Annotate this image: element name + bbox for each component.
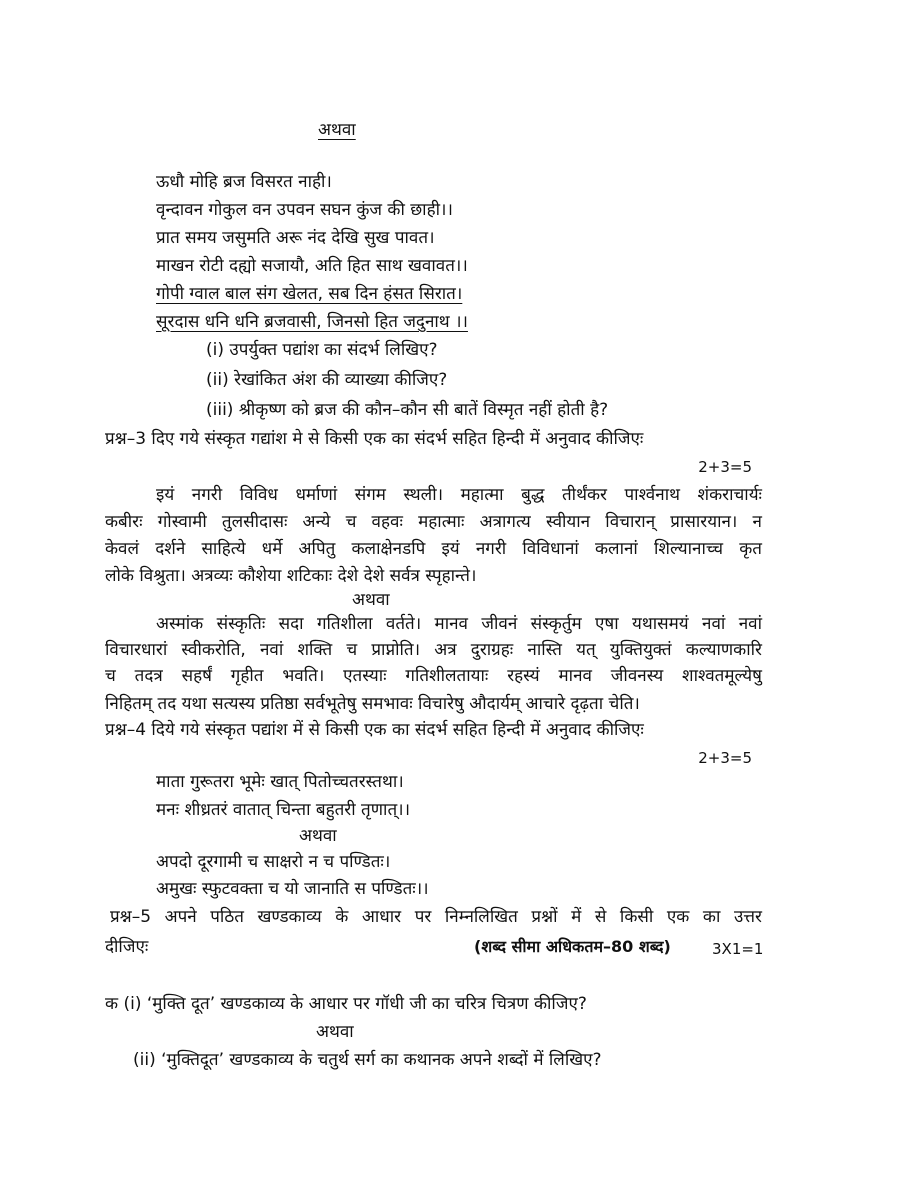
question-item: (iii) श्रीकृष्ण को ब्रज की कौन–कौन सी बातें विस्मृत नहीं होती है? bbox=[206, 400, 609, 420]
verse-line: मनः शीध्रतरं वातात् चिन्ता बहुतरी तृणात्।। bbox=[156, 800, 411, 820]
paragraph-line: अस्मांक संस्कृतिः सदा गतिशीला वर्तते। मानव जीवनं संस्कृर्तुम एषा यथासमयं नवां नवां bbox=[156, 614, 762, 634]
question-item: (i) उपर्युक्त पद्यांश का संदर्भ लिखिए? bbox=[206, 340, 438, 360]
poem-line: प्रात समय जसुमति अरू नंद देखि सुख पावत। bbox=[156, 228, 435, 248]
question-5-item-a: क (i) ‘मुक्ति दूत’ खण्डकाव्य के आधार पर गॉधी जी का चरित्र चित्रण कीजिए? bbox=[105, 994, 587, 1014]
paragraph-line: विचारधारां स्वीकरोति, नवां शक्ति च प्राप्नोति। अत्र दुराग्रहः नास्ति यत् युक्तियुक्तं कल्याणकारि bbox=[105, 640, 762, 660]
question-item: (ii) रेखांकित अंश की व्याख्या कीजिए? bbox=[206, 370, 448, 390]
paragraph-line: निहितम् तद यथा सत्यस्य प्रतिष्ठा सर्वभूतेषु समभावः विचारेषु औदार्यम् आचारे दृढ़ता चेति। bbox=[105, 694, 640, 714]
verse-line: माता गुरूतरा भूमेः खात् पितोच्चतरस्तथा। bbox=[156, 772, 404, 792]
question-5-title: प्रश्न–5 अपने पठित खण्डकाव्य के आधार पर निम्नलिखित प्रश्नों में से किसी एक का उत्तर bbox=[110, 907, 762, 927]
poem-line-underlined: गोपी ग्वाल बाल संग खेलत, सब दिन हंसत सिरात। bbox=[156, 284, 463, 304]
or-label: अथवा bbox=[299, 826, 337, 846]
or-label: अथवा bbox=[316, 1022, 354, 1042]
paragraph-line: इयं नगरी विविध धर्माणां संगम स्थली। महात्मा बुद्ध तीर्थंकर पार्श्वनाथ शंकराचार्यः bbox=[156, 485, 762, 505]
poem-line-underlined: सूरदास धनि धनि ब्रजवासी, जिनसो हित जदुनाथ ।। bbox=[156, 312, 468, 332]
question-5-item-b: (ii) ‘मुक्तिदूत’ खण्डकाव्य के चतुर्थ सर्ग का कथानक अपने शब्दों में लिखिए? bbox=[133, 1050, 602, 1070]
section-heading-or: अथवा bbox=[318, 120, 356, 140]
question-5-marks: 3X1=1 bbox=[712, 940, 764, 958]
poem-line: वृन्दावन गोकुल वन उपवन सघन कुंज की छाही।। bbox=[156, 200, 453, 220]
question-3-title: प्रश्न–3 दिए गये संस्कृत गद्यांश मे से किसी एक का संदर्भ सहित हिन्दी में अनुवाद कीजिएः bbox=[105, 429, 644, 449]
paragraph-line: केवलं दर्शने साहित्ये धर्मे अपितु कलाक्षेनडपि इयं नगरी विविधानां कलानां शिल्यानाच्च कृत bbox=[105, 539, 762, 559]
verse-line: अमुखः स्फुटवक्ता च यो जानाति स पण्डितः।। bbox=[156, 879, 429, 899]
poem-line: माखन रोटी दह्यो सजायौ, अति हित साथ खवावत।। bbox=[156, 256, 468, 276]
question-3-marks: 2+3=5 bbox=[698, 458, 752, 476]
question-4-title: प्रश्न–4 दिये गये संस्कृत पद्यांश में से किसी एक का संदर्भ सहित हिन्दी में अनुवाद कीजिएः bbox=[105, 720, 644, 740]
verse-line: अपदो दूरगामी च साक्षरो न च पण्डितः। bbox=[156, 852, 391, 872]
paragraph-line: कबीरः गोस्वामी तुलसीदासः अन्ये च वहवः महात्माः अत्रागत्य स्वीयान विचारान् प्रासारयान। न bbox=[105, 512, 762, 532]
poem-line: ऊधौ मोहि ब्रज विसरत नाही। bbox=[156, 172, 332, 192]
question-4-marks: 2+3=5 bbox=[698, 749, 752, 767]
paragraph-line: लोके विश्रुता। अत्रव्यः कौशेया शटिकाः देशे देशे सर्वत्र स्पृहान्ते। bbox=[105, 566, 477, 586]
word-limit: (शब्द सीमा अधिकतम–80 शब्द) bbox=[474, 937, 671, 956]
or-label: अथवा bbox=[352, 590, 390, 610]
question-5-title-cont: दीजिएः bbox=[105, 937, 149, 957]
paragraph-line: च तदत्र सहर्षं गृहीत भवति। एतस्याः गतिशीलतायाः रहस्यं मानव जीवनस्य शाश्वतमूल्येषु bbox=[105, 666, 762, 686]
